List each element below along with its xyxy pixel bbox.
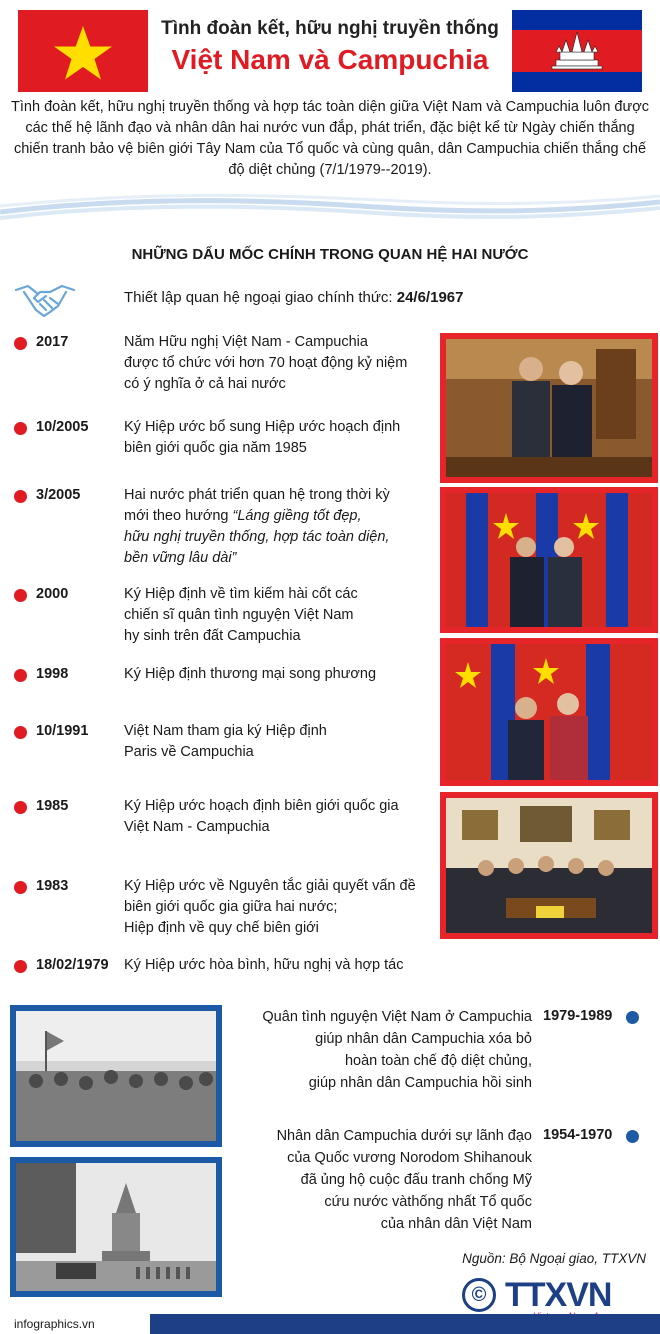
photo-historic-crowd xyxy=(10,1005,222,1147)
timeline-description: Ký Hiệp ước về Nguyên tắc giải quyết vấn đề biên giới quốc gia giữa hai nước; Hiệp định về quy chế biên giới xyxy=(124,878,416,936)
angkor-wat-icon xyxy=(512,10,642,92)
ttxvn-logo: TTXVN xyxy=(505,1276,612,1314)
timeline-dot xyxy=(14,422,27,435)
timeline-dot xyxy=(14,801,27,814)
timeline-description: Việt Nam tham gia ký Hiệp định Paris về Campuchia xyxy=(124,723,327,760)
history-description: Nhân dân Campuchia dưới sự lãnh đạo của Quốc vương Norodom Shihanouk đã ủng hộ cuộc đấu tranh chống Mỹ cứu nước vàthống nhất Tổ quốc của nhân dân Việt Nam xyxy=(276,1128,532,1232)
timeline-year: 2000 xyxy=(36,586,69,602)
cambodia-flag xyxy=(512,10,642,92)
establishment-text: Thiết lập quan hệ ngoại giao chính thức: 24/6/1967 xyxy=(124,289,464,306)
timeline-description: Ký Hiệp định thương mại song phương xyxy=(124,666,377,682)
vietnam-flag xyxy=(18,10,148,92)
title-line-1: Tình đoàn kết, hữu nghị truyền thống xyxy=(161,18,499,39)
timeline-year: 1983 xyxy=(36,878,69,894)
timeline-year: 2017 xyxy=(36,334,69,350)
history-dot xyxy=(626,1130,639,1143)
timeline-dot xyxy=(14,726,27,739)
timeline-year: 3/2005 xyxy=(36,487,81,503)
timeline-year: 1998 xyxy=(36,666,69,682)
copyright-icon: © xyxy=(462,1278,496,1312)
timeline-description: Hai nước phát triển quan hệ trong thời kỳ mới theo hướng “Láng giềng tốt đẹp, hữu nghị truyền thống, hợp tác toàn diện, bền vững lâu dài” xyxy=(124,487,390,566)
photo-signing-ceremony xyxy=(440,792,658,939)
footer-site-link[interactable]: infographics.vn xyxy=(14,1317,95,1331)
timeline-dot xyxy=(14,669,27,682)
timeline-dot xyxy=(14,881,27,894)
timeline-description: Ký Hiệp ước hoạch định biên giới quốc gia Việt Nam - Campuchia xyxy=(124,798,399,835)
timeline-description: Năm Hữu nghị Việt Nam - Campuchia được tổ chức với hơn 70 hoạt động kỷ niệm có ý nghĩa ở cả hai nước xyxy=(124,334,408,392)
source-credit: Nguồn: Bộ Ngoại giao, TTXVN xyxy=(462,1251,646,1266)
history-year: 1954-1970 xyxy=(543,1127,613,1143)
wave-decoration xyxy=(0,190,660,230)
intro-paragraph: Tình đoàn kết, hữu nghị truyền thống và hợp tác toàn diện giữa Việt Nam và Campuchia luôn được các thế hệ lãnh đạo và nhân dân hai nước vun đắp, phát triển, đặc biệt kể từ Ngày chiến thắng chiến tranh bảo vệ biên giới Tây Nam của Tổ quốc và cùng quân, dân Campuchia chiến thắng chế độ diệt chủng (7/1/1979--2019). xyxy=(11,99,649,178)
title-line-2: Việt Nam và Campuchia xyxy=(171,44,489,75)
photo-leaders-meeting-2 xyxy=(440,487,658,633)
timeline-dot xyxy=(14,337,27,350)
timeline-description: Ký Hiệp ước hòa bình, hữu nghị và hợp tác xyxy=(124,957,404,973)
timeline-dot xyxy=(14,589,27,602)
photo-leaders-meeting-3 xyxy=(440,638,658,786)
history-description: Quân tình nguyện Việt Nam ở Campuchia giúp nhân dân Campuchia xóa bỏ hoàn toàn chế độ diệt chủng, giúp nhân dân Campuchia hồi sinh xyxy=(262,1009,532,1091)
star-icon xyxy=(18,10,148,92)
timeline-year: 1985 xyxy=(36,798,69,814)
establishment-date: 24/6/1967 xyxy=(396,289,464,306)
timeline-dot xyxy=(14,960,27,973)
history-dot xyxy=(626,1011,639,1024)
handshake-icon xyxy=(14,280,76,320)
section-title: NHỮNG DẤU MỐC CHÍNH TRONG QUAN HỆ HAI NƯỚC xyxy=(131,246,529,263)
timeline-year: 10/1991 xyxy=(36,723,89,739)
timeline-year: 10/2005 xyxy=(36,419,89,435)
timeline-description: Ký Hiệp định về tìm kiếm hài cốt các chiến sĩ quân tình nguyện Việt Nam hy sinh trên đất Campuchia xyxy=(124,586,358,644)
history-year: 1979-1989 xyxy=(543,1008,613,1024)
photo-independence-monument xyxy=(10,1157,222,1297)
footer-bar xyxy=(0,1314,660,1334)
timeline-dot xyxy=(14,490,27,503)
photo-leaders-meeting-1 xyxy=(440,333,658,483)
timeline-year: 18/02/1979 xyxy=(36,957,109,973)
timeline-description: Ký Hiệp ước bổ sung Hiệp ước hoạch định biên giới quốc gia năm 1985 xyxy=(124,419,401,456)
